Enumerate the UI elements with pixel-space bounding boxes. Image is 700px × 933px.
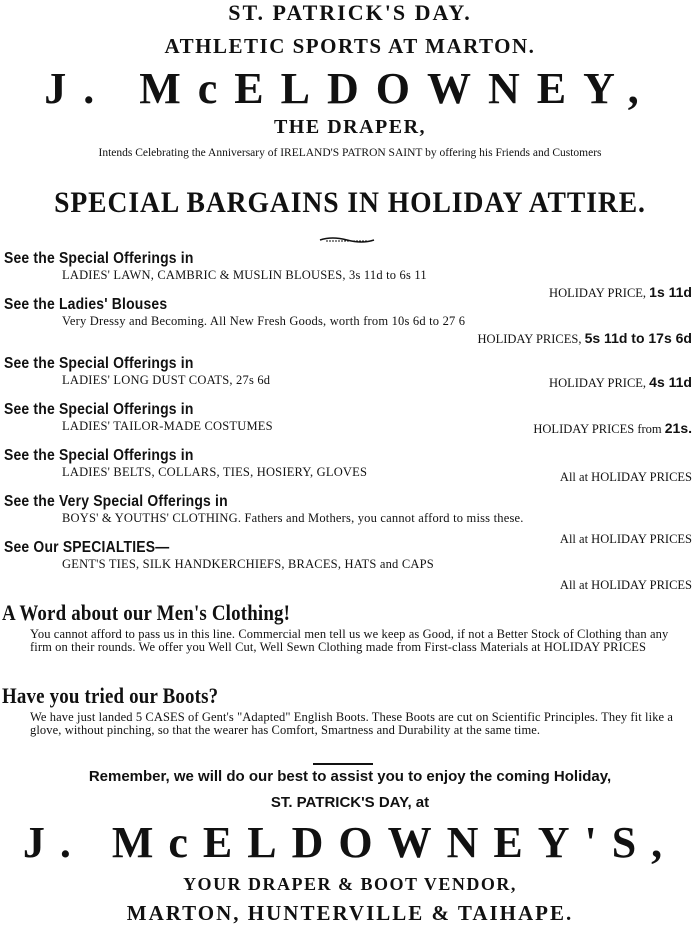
offer-block <box>0 493 700 546</box>
offer-block <box>0 250 700 300</box>
offer-detail: GENT'S TIES, SILK HANDKERCHIEFS, BRACES, HATS and CAPS <box>62 557 434 571</box>
price-value: 4s 11d <box>649 374 692 390</box>
ornament-divider-icon <box>318 236 376 244</box>
mens-clothing-text: You cannot afford to pass us in this line. Commercial men tell us we keep as Good, if not a Better Stock of Clothing than any firm on their rounds. We offer you Well Cut, Well Sewn Clothing made from First-class Materials at HOLIDAY PRICES <box>30 627 669 654</box>
offer-heading: See the Special Offerings in <box>4 447 194 464</box>
mens-clothing-heading: A Word about our Men's Clothing! <box>2 600 291 625</box>
offer-block <box>0 401 700 436</box>
price-label: HOLIDAY PRICE, <box>549 376 647 390</box>
offer-heading: See the Very Special Offerings in <box>4 493 228 510</box>
banner-special-bargains: SPECIAL BARGAINS IN HOLIDAY ATTIRE. <box>54 186 646 219</box>
offer-detail: LADIES' LONG DUST COATS, 27s 6d <box>62 373 271 387</box>
price-label: HOLIDAY PRICE, <box>549 286 647 300</box>
boots-text: We have just landed 5 CASES of Gent's "Adapted" English Boots. These Boots are cut on Scientific Principles. They fit like a glove, without pinching, so that the wearer has Comfort, Smartness and Durability at the same time. <box>30 710 674 737</box>
offer-detail: Very Dressy and Becoming. All New Fresh Goods, worth from 10s 6d to 27 6 <box>62 314 466 328</box>
price-label: HOLIDAY PRICES, <box>477 332 582 346</box>
remember-line: Remember, we will do our best to assist you to enjoy the coming Holiday, <box>88 768 612 785</box>
headline-st-patricks-day: ST. PATRICK'S DAY. <box>228 0 472 25</box>
footer-towns: MARTON, HUNTERVILLE & TAIHAPE. <box>126 901 574 925</box>
headline-athletic-sports: ATHLETIC SPORTS AT MARTON. <box>164 34 536 58</box>
price-value: 21s. <box>664 420 692 436</box>
offer-block <box>0 447 700 484</box>
divider-rule <box>313 763 373 765</box>
footer-merchant-name: J. McELDOWNEY'S, <box>22 818 678 867</box>
merchant-name: J. McELDOWNEY, <box>44 64 656 113</box>
price-label: All at HOLIDAY PRICES <box>559 532 692 546</box>
price-label: HOLIDAY PRICES from <box>533 422 662 436</box>
offer-detail: LADIES' LAWN, CAMBRIC & MUSLIN BLOUSES, 3s 11d to 6s 11 <box>62 268 427 282</box>
day-line: ST. PATRICK'S DAY, at <box>270 794 430 811</box>
offer-heading: See the Special Offerings in <box>4 250 194 267</box>
offer-price <box>560 576 692 593</box>
price-label: All at HOLIDAY PRICES <box>559 470 692 484</box>
offer-price <box>533 420 692 437</box>
offer-detail: BOYS' & YOUTHS' CLOTHING. Fathers and Mothers, you cannot afford to miss these. <box>62 511 524 525</box>
price-value: 5s 11d to 17s 6d <box>584 330 692 346</box>
offer-detail: LADIES' BELTS, COLLARS, TIES, HOSIERY, GLOVES <box>62 465 368 479</box>
intro-text: Intends Celebrating the Anniversary of IRELAND'S PATRON SAINT by offering his Friends and Customers <box>98 147 602 159</box>
offer-heading: See the Ladies' Blouses <box>4 296 168 313</box>
footer-role: YOUR DRAPER & BOOT VENDOR, <box>183 874 517 894</box>
price-value: 1s 11d <box>649 284 692 300</box>
merchant-role: THE DRAPER, <box>273 116 427 138</box>
offer-heading: See the Special Offerings in <box>4 401 194 418</box>
offer-detail: LADIES' TAILOR-MADE COSTUMES <box>62 419 273 433</box>
offer-price <box>478 330 692 347</box>
offer-block <box>0 539 700 592</box>
offer-price <box>549 374 692 391</box>
price-label: All at HOLIDAY PRICES <box>559 578 692 592</box>
offer-block <box>0 296 700 346</box>
offer-price <box>560 468 692 485</box>
boots-heading: Have you tried our Boots? <box>2 683 219 708</box>
offer-block <box>0 355 700 390</box>
offer-heading: See Our SPECIALTIES— <box>4 539 170 556</box>
offer-heading: See the Special Offerings in <box>4 355 194 372</box>
